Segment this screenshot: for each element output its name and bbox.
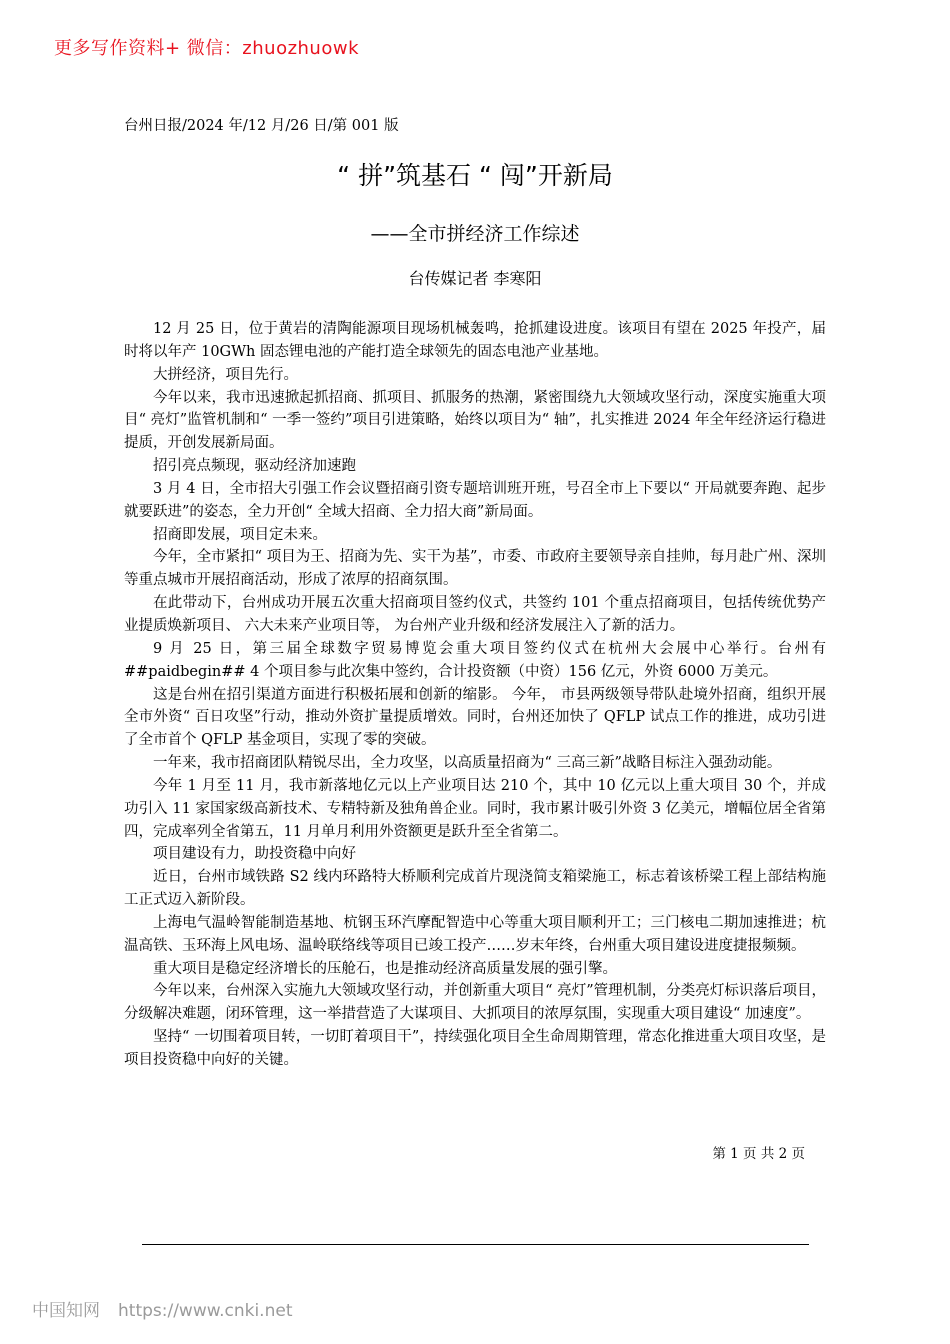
footer-divider [142,1244,809,1245]
paragraph: 招商即发展，项目定未来。 [153,526,327,543]
promo-banner: 更多写作资料+ 微信：zhuozhuowk [54,38,360,59]
paragraph: 坚持“ 一切围着项目转，一切盯着项目干”，持续强化项目全生命周期管理，常态化推进重大项目攻坚，是项目投资稳中向好的关键。 [124,1029,826,1068]
page-number: 第 1 页 共 2 页 [712,1146,805,1162]
paragraph: 12 月 25 日，位于黄岩的清陶能源项目现场机械轰鸣，抢抓建设进度。该项目有望在 2025 年投产，届时将以年产 10GWh 固态锂电池的产能打造全球领先的固态电池产业基地。 [124,321,826,360]
paragraph: 今年以来，台州深入实施九大领域攻坚行动，并创新重大项目“ 亮灯”管理机制，分类亮灯标识落后项目，分级解决难题，闭环管理，这一举措营造了大谋项目、大抓项目的浓厚氛围，实现重大项目建设“ 加速度”。 [124,983,826,1023]
section-heading: 项目建设有力，助投资稳中向好 [153,846,356,863]
paragraph: 在此带动下，台州成功开展五次重大招商项目签约仪式，共签约 101 个重点招商项目，包括传统优势产业提质焕新项目、 六大未来产业项目等， 为台州产业升级和经济发展注入了新的活力。 [124,595,826,634]
article-body [124,318,826,1072]
footer-watermark [32,1296,292,1321]
source-line: 台州日报/2024 年/12 月/26 日/第 001 版 [124,118,399,134]
paragraph: 9 月 25 日，第三届全球数字贸易博览会重大项目签约仪式在杭州大会展中心举行。台州有##paidbegin## 4 个项目参与此次集中签约，合计投资额（中资）156 亿元，外资 6000 万美元。 [124,640,826,680]
paragraph: 大拼经济，项目先行。 [153,366,298,383]
site-url[interactable]: https://www.cnki.net [118,1301,293,1321]
site-name: 中国知网 [32,1301,100,1321]
paragraph: 近日，台州市域铁路 S2 线内环路特大桥顺利完成首片现浇简支箱梁施工，标志着该桥梁工程上部结构施工正式迈入新阶段。 [124,869,826,909]
paragraph: 今年以来，我市迅速掀起抓招商、抓项目、抓服务的热潮，紧密围绕九大领域攻坚行动，深度实施重大项目“ 亮灯”监管机制和“ 一季一签约”项目引进策略，始终以项目为“ 轴”，扎实推进 2024 年全年经济运行稳进提质，开创发展新局面。 [124,389,826,452]
paragraph: 重大项目是稳定经济增长的压舱石，也是推动经济高质量发展的强引擎。 [153,960,617,977]
paragraph: 今年 1 月至 11 月，我市新落地亿元以上产业项目达 210 个，其中 10 亿元以上重大项目 30 个，并成功引入 11 家国家级高新技术、专精特新及独角兽企业。同时，我市累计吸引外资 3 亿美元，增幅位居全省第四，完成率列全省第五，11 月单月利用外资额更是跃升至全省第二。 [124,777,826,840]
byline: 台传媒记者 李寒阳 [408,269,542,288]
article-title: “ 拼”筑基石 “ 闯”开新局 [337,161,613,190]
section-heading: 招引亮点频现，驱动经济加速跑 [153,458,356,475]
paragraph: 3 月 4 日，全市招大引强工作会议暨招商引资专题培训班开班，号召全市上下要以“ 开局就要奔跑、起步就要跃进”的姿态，全力开创“ 全域大招商、全力招大商”新局面。 [124,480,826,520]
article-subtitle: ——全市拼经济工作综述 [370,223,580,245]
paragraph: 上海电气温岭智能制造基地、杭钢玉环汽摩配智造中心等重大项目顺利开工；三门核电二期加速推进；杭温高铁、玉环海上风电场、温岭联络线等项目已竣工投产……岁末年终，台州重大项目建设进度捷报频频。 [124,914,826,954]
paragraph: 一年来，我市招商团队精锐尽出，全力攻坚，以高质量招商为“ 三高三新”战略目标注入强劲动能。 [153,755,782,772]
paragraph: 这是台州在招引渠道方面进行积极拓展和创新的缩影。 今年， 市县两级领导带队赴境外招商，组织开展全市外资“ 百日攻坚”行动，推动外资扩量提质增效。同时，台州还加快了 QFLP 试点工作的推进，成功引进了全市首个 QFLP 基金项目，实现了零的突破。 [124,686,826,749]
paragraph: 今年，全市紧扣“ 项目为王、招商为先、实干为基”，市委、市政府主要领导亲自挂帅，每月赴广州、深圳等重点城市开展招商活动，形成了浓厚的招商氛围。 [124,549,826,589]
